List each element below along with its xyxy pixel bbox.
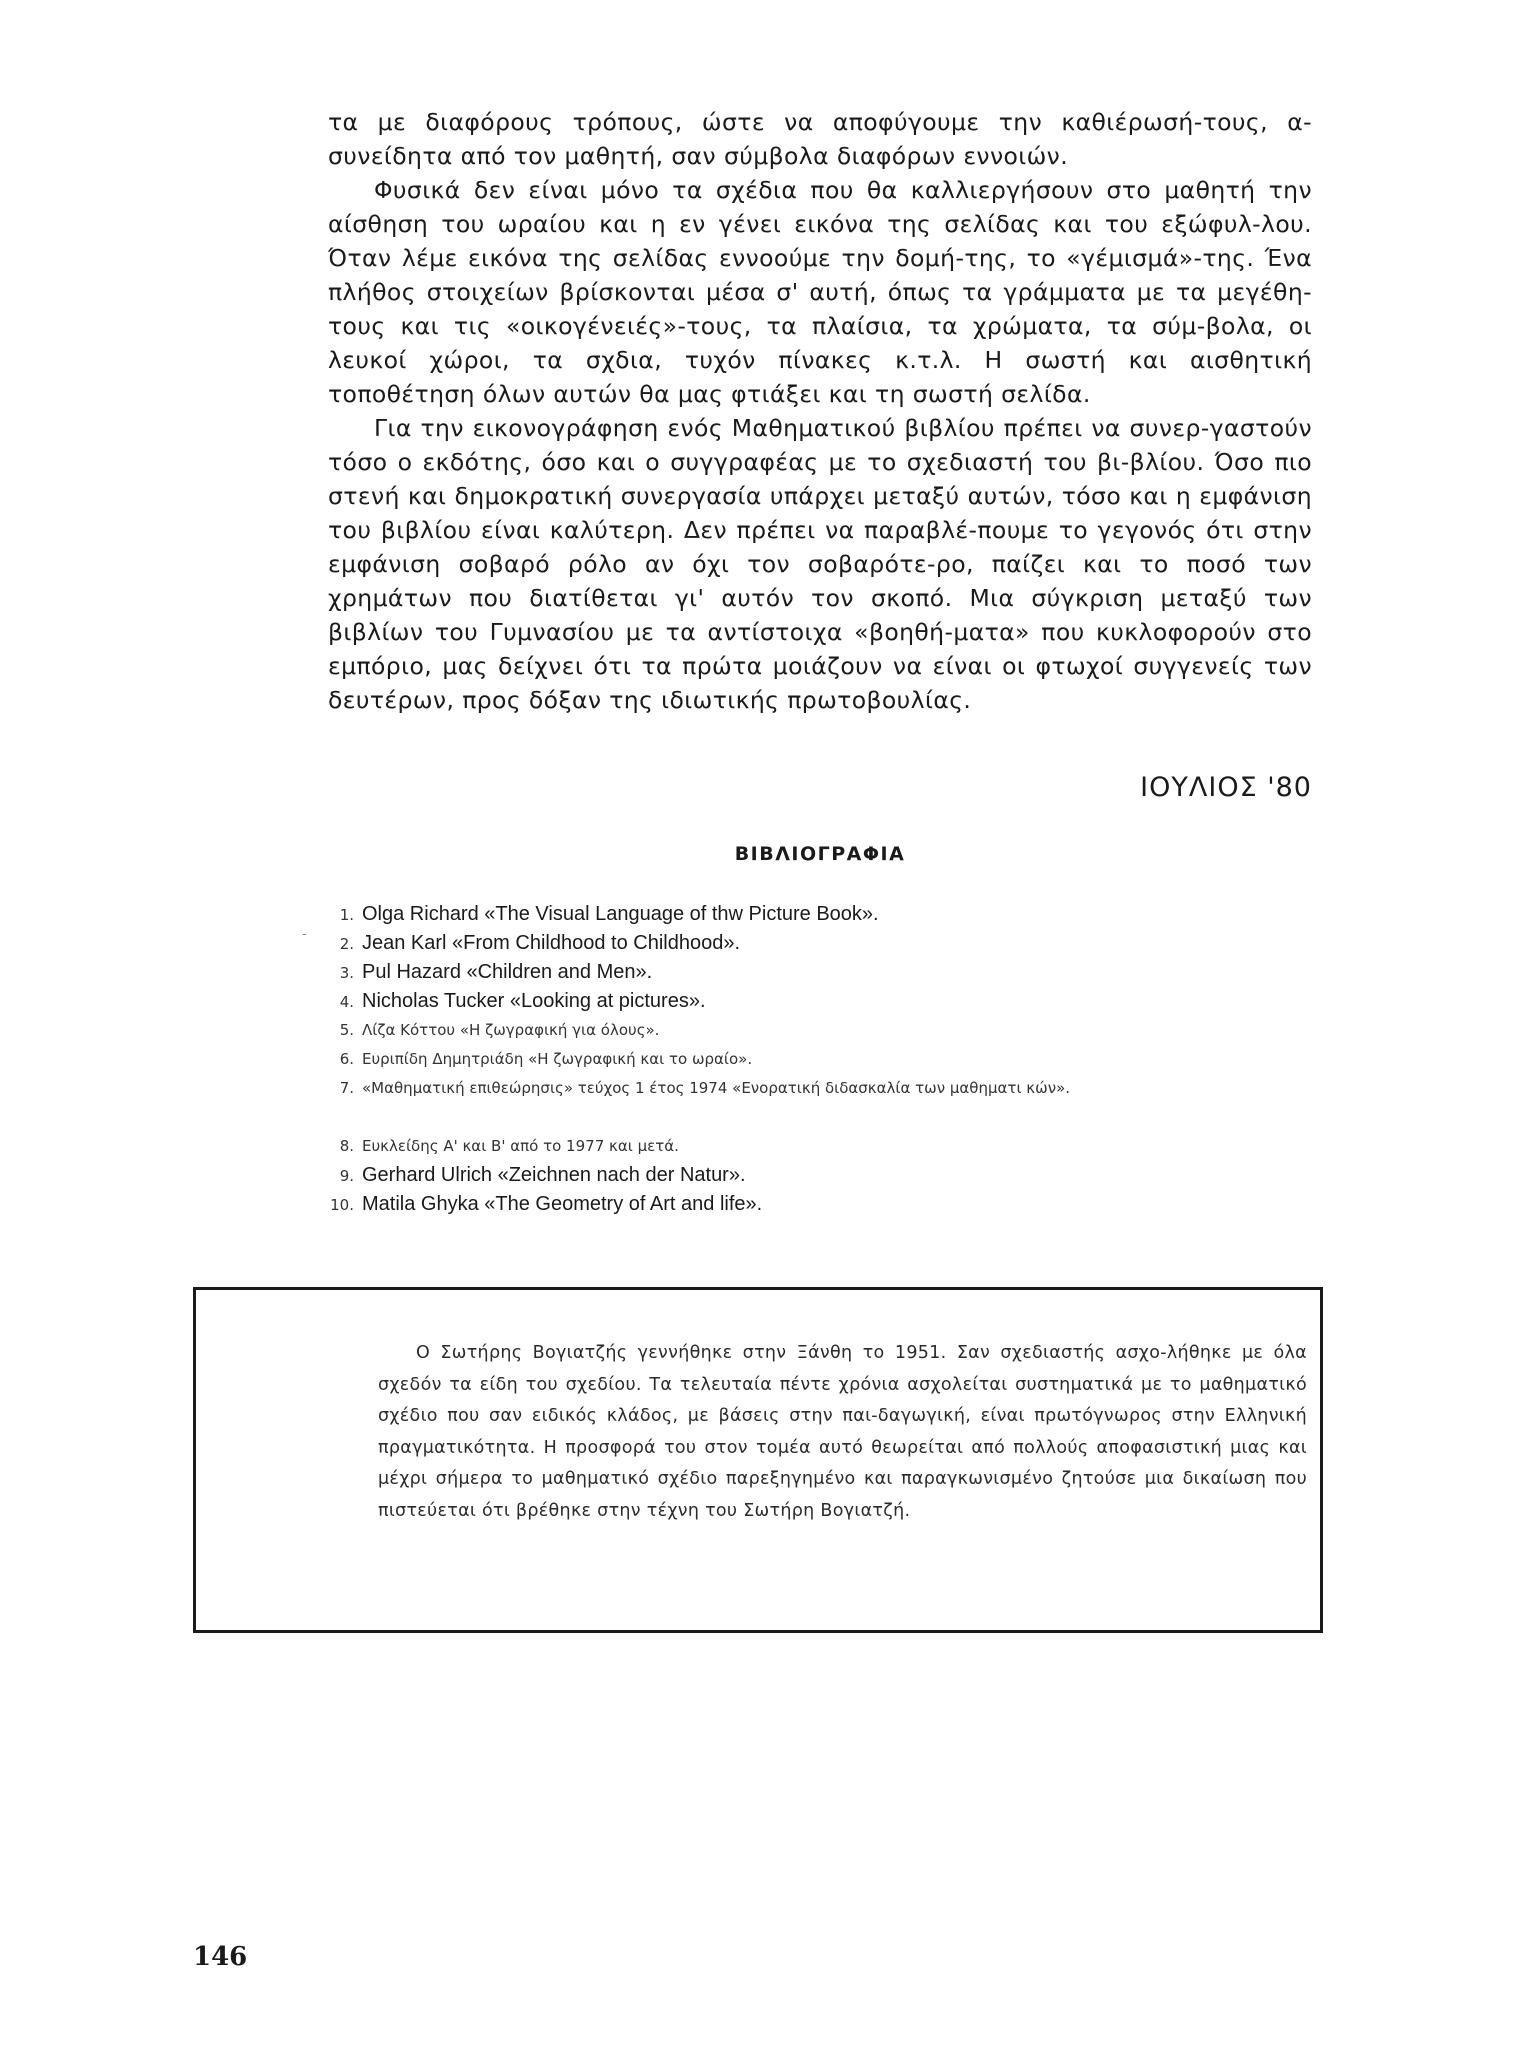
margin-mark: - bbox=[302, 927, 307, 941]
bibliography-heading: ΒΙΒΛΙΟΓΡΑΦΙΑ bbox=[734, 843, 906, 865]
item-number: 5. bbox=[339, 1021, 354, 1039]
item-text: Gerhard Ulrich «Zeichnen nach der Natur». bbox=[362, 1164, 746, 1186]
page-number: 146 bbox=[193, 1942, 248, 1972]
bibliography-item bbox=[328, 1016, 1318, 1045]
item-text: Ευκλείδης Α' και Β' από το 1977 και μετά. bbox=[362, 1137, 679, 1155]
bibliography-item bbox=[328, 900, 1318, 929]
item-text: Jean Karl «From Childhood to Childhood». bbox=[362, 932, 740, 954]
paragraph-1: τα με διαφόρους τρόπους, ώστε να αποφύγουμε την καθιέρωσή-τους, α-συνείδητα από τον μαθητή, σαν σύμβολα διαφόρων εννοιών. bbox=[328, 108, 1312, 170]
item-text: Olga Richard «The Visual Language of thw Picture Book». bbox=[362, 903, 879, 925]
bibliography-item bbox=[328, 1074, 1318, 1132]
date-signature: ΙΟΥΛΙΟΣ '80 bbox=[1140, 772, 1312, 803]
bibliography-item bbox=[328, 1190, 1318, 1219]
bibliography-item bbox=[328, 1045, 1318, 1074]
item-number: 3. bbox=[339, 964, 354, 982]
bibliography-item bbox=[328, 1161, 1318, 1190]
item-number: 6. bbox=[339, 1050, 354, 1068]
bibliography-list bbox=[328, 900, 1318, 1219]
item-number: 4. bbox=[339, 993, 354, 1011]
item-text: Pul Hazard «Children and Men». bbox=[362, 961, 653, 983]
item-number: 1. bbox=[339, 906, 354, 924]
item-number: 8. bbox=[339, 1137, 354, 1155]
item-number: 9. bbox=[339, 1167, 354, 1185]
bibliography-item bbox=[328, 958, 1318, 987]
item-number: 10. bbox=[330, 1196, 354, 1214]
author-bio-text: Ο Σωτήρης Βογιατζής γεννήθηκε στην Ξάνθη το 1951. Σαν σχεδιαστής ασχο-λήθηκε με όλα σχεδόν τα είδη του σχεδίου. Τα τελευταία πέντε χρόνια ασχολείται συστηματικά με το μαθηματικό σχέδιο που σαν ειδικός κλάδος, με βάσεις στην παι-δαγωγική, είναι πρωτόγνωρος στην Ελληνική πραγματικότητα. Η προσφορά του στον τομέα αυτό θεωρείται από πολλούς αποφασιστική μιας και μέχρι σήμερα το μαθηματικό σχέδιο παρεξηγημένο και παραγκωνισμένο ζητούσε μια δικαίωση που πιστεύεται ότι βρέθηκε στην τέχνη του Σωτήρη Βογιατζή. bbox=[378, 1343, 1307, 1521]
author-bio-box bbox=[193, 1287, 1323, 1633]
bibliography-item bbox=[328, 987, 1318, 1016]
item-text: Λίζα Κόττου «Η ζωγραφική για όλους». bbox=[362, 1021, 660, 1039]
paragraph-2: Φυσικά δεν είναι μόνο τα σχέδια που θα καλλιεργήσουν στο μαθητή την αίσθηση του ωραίου και η εν γένει εικόνα της σελίδας και του εξώφυλ-λου. Όταν λέμε εικόνα της σελίδας εννοούμε την δομή-της, το «γέμισμά»-της. Ένα πλήθος στοιχείων βρίσκονται μέσα σ' αυτή, όπως τα γράμματα με τα μεγέθη-τους και τις «οικογένειές»-τους, τα πλαίσια, τα χρώματα, τα σύμ-βολα, οι λευκοί χώροι, τα σχδια, τυχόν πίνακες κ.τ.λ. Η σωστή και αισθητική τοποθέτηση όλων αυτών θα μας φτιάξει και τη σωστή σελίδα. bbox=[328, 176, 1312, 408]
item-text: Ευριπίδη Δημητριάδη «Η ζωγραφική και το ωραίο». bbox=[362, 1050, 753, 1068]
item-number: 2. bbox=[339, 935, 354, 953]
item-text: Matila Ghyka «The Geometry of Art and life». bbox=[362, 1193, 763, 1215]
bibliography-item bbox=[328, 929, 1318, 958]
bibliography-item bbox=[328, 1132, 1318, 1161]
body-text bbox=[328, 105, 1312, 717]
item-text: Nicholas Tucker «Looking at pictures». bbox=[362, 990, 706, 1012]
item-number: 7. bbox=[339, 1079, 354, 1097]
item-text: «Μαθηματική επιθεώρησις» τεύχος 1 έτος 1974 «Ενορατική διδασκαλία των μαθηματι κών». bbox=[362, 1079, 1071, 1097]
paragraph-3: Για την εικονογράφηση ενός Μαθηματικού βιβλίου πρέπει να συνερ-γαστούν τόσο ο εκδότης, όσο και ο συγγραφέας με το σχεδιαστή του βι-βλίου. Όσο πιο στενή και δημοκρατική συνεργασία υπάρχει μεταξύ αυτών, τόσο και η εμφάνιση του βιβλίου είναι καλύτερη. Δεν πρέπει να παραβλέ-πουμε το γεγονός ότι στην εμφάνιση σοβαρό ρόλο αν όχι τον σοβαρότε-ρο, παίζει και το ποσό των χρημάτων που διατίθεται γι' αυτόν τον σκοπό. Μια σύγκριση μεταξύ των βιβλίων του Γυμνασίου με τα αντίστοιχα «βοηθή-ματα» που κυκλοφορούν στο εμπόριο, μας δείχνει ότι τα πρώτα μοιάζουν να είναι οι φτωχοί συγγενείς των δευτέρων, προς δόξαν της ιδιωτικής πρωτοβουλίας. bbox=[328, 414, 1312, 714]
